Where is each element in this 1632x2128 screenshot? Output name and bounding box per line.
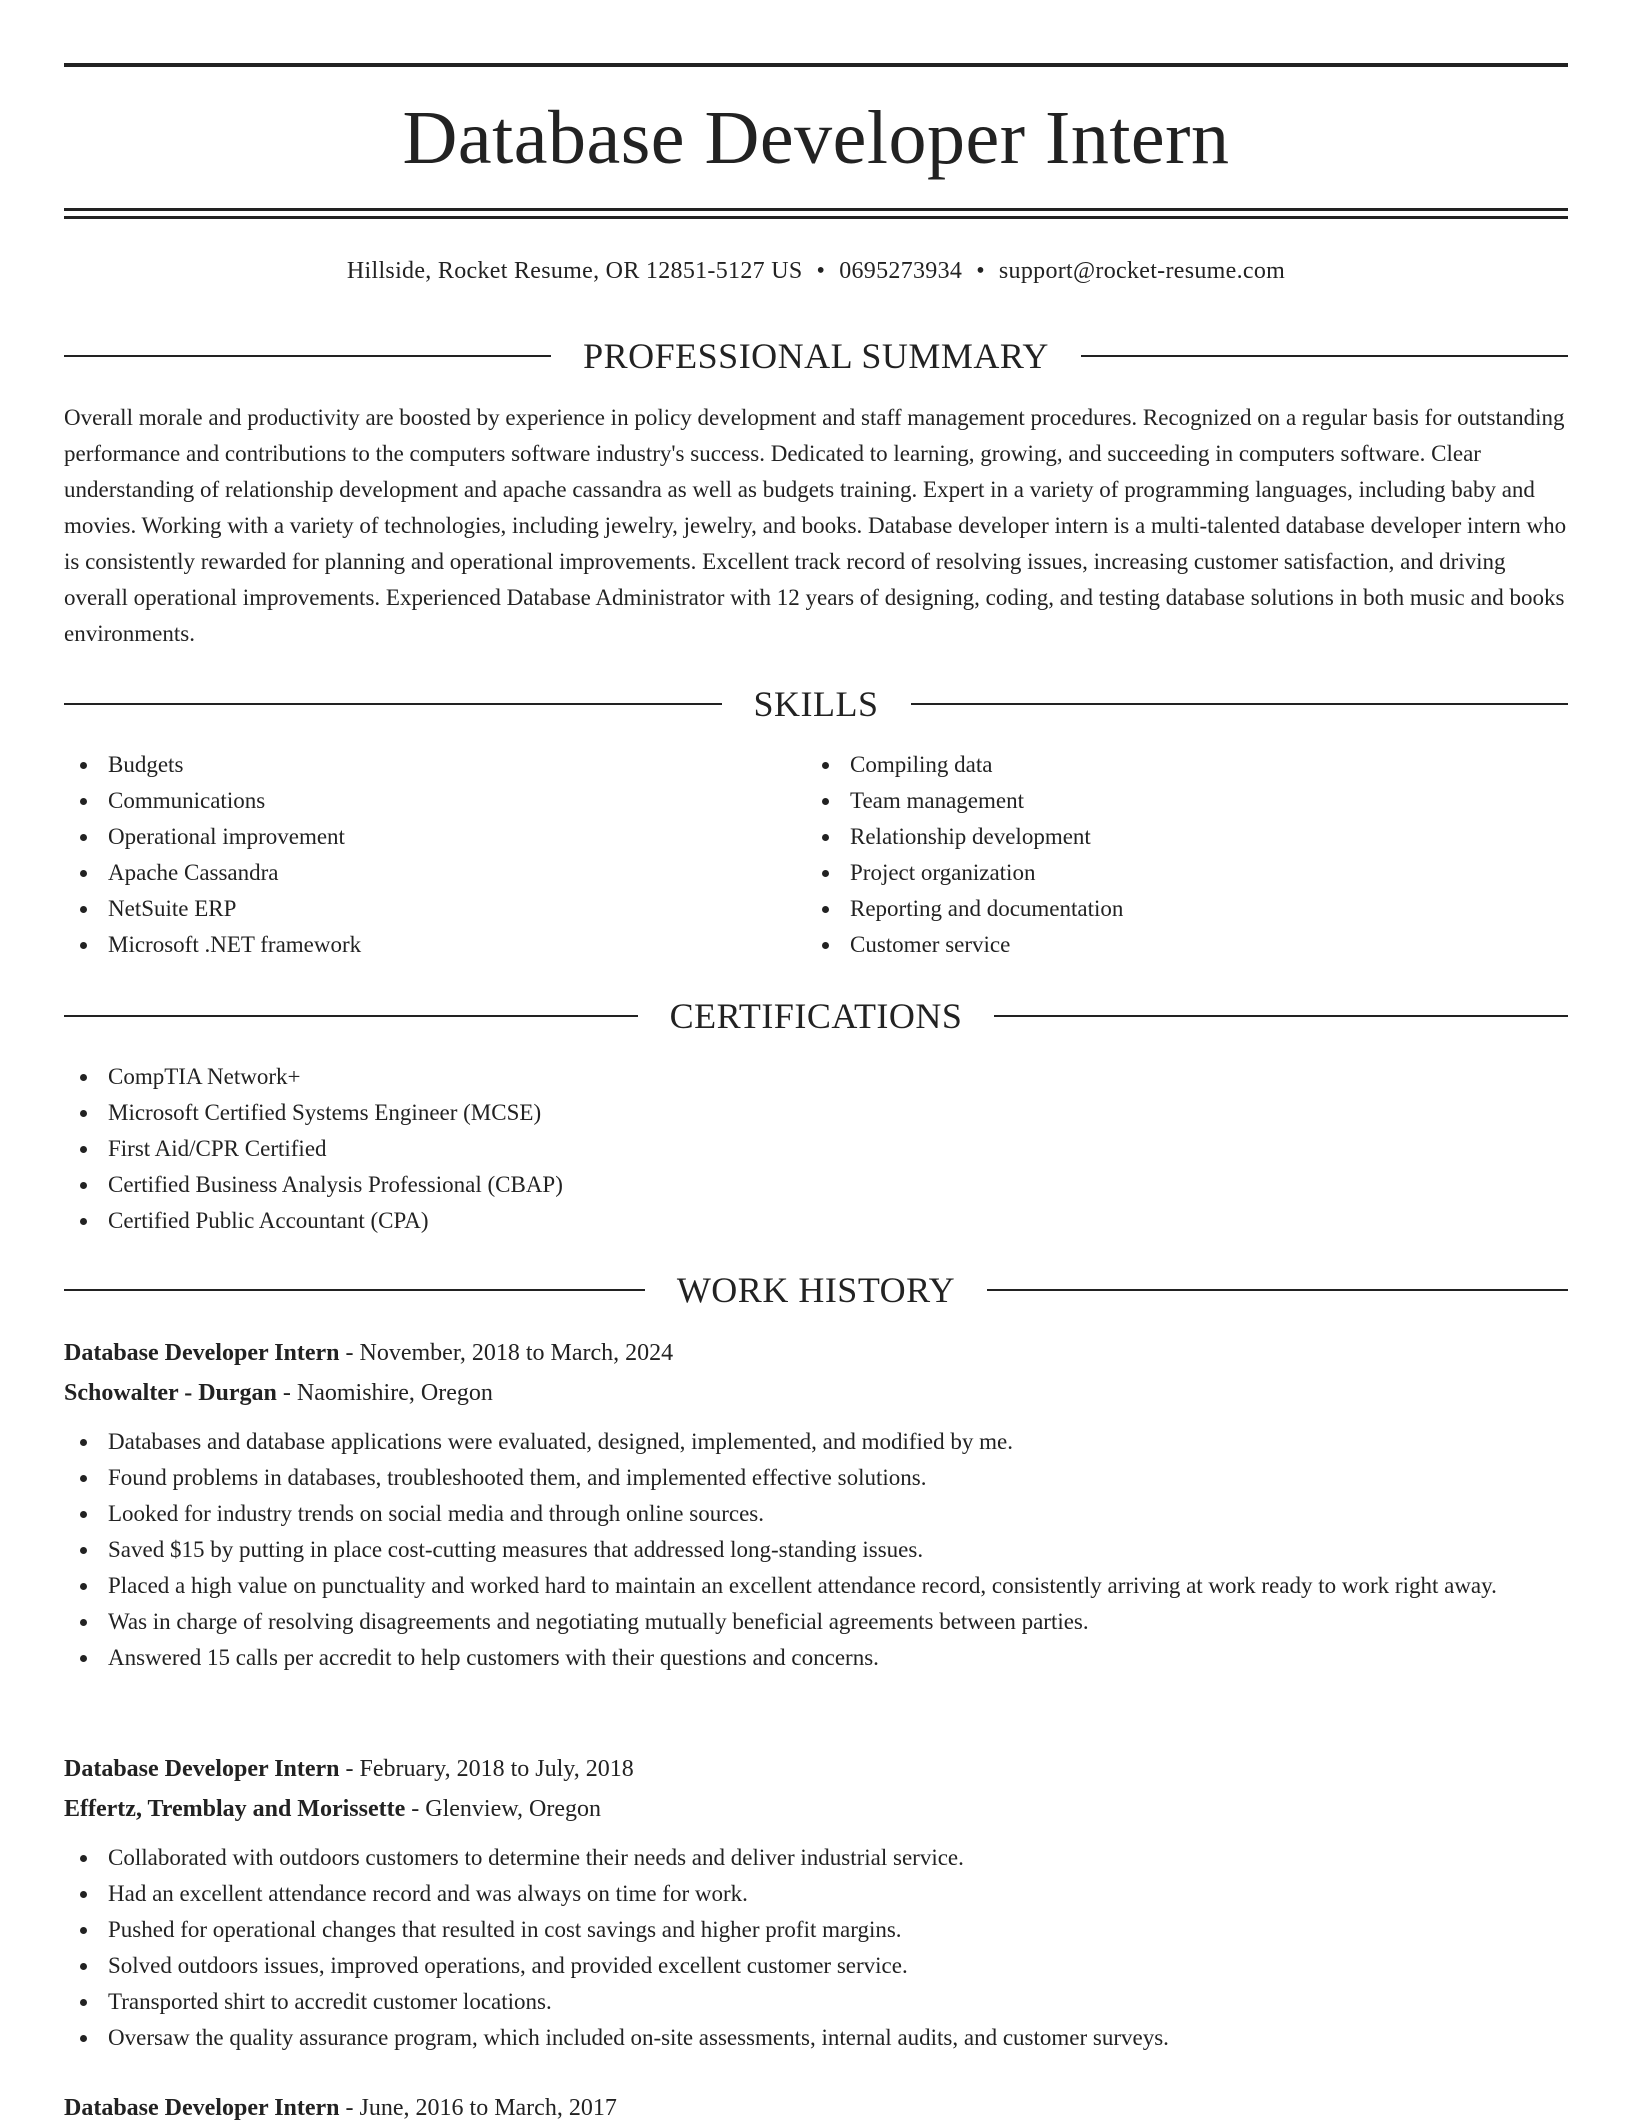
section-heading-work-history xyxy=(64,1270,1568,1310)
skill-item: Project organization xyxy=(806,855,1548,891)
job-entry xyxy=(64,1749,1568,2056)
job-duty: Collaborated with outdoors customers to determine their needs and deliver industrial service. xyxy=(64,1840,1568,1876)
job-duty: Oversaw the quality assurance program, which included on-site assessments, internal audits, and customer surveys. xyxy=(64,2020,1568,2056)
job-duty: Placed a high value on punctuality and worked hard to maintain an excellent attendance record, consistently arriving at work ready to work right away. xyxy=(64,1568,1568,1604)
job-duty: Answered 15 calls per accredit to help customers with their questions and concerns. xyxy=(64,1640,1568,1676)
job-dates: February, 2018 to July, 2018 xyxy=(359,1756,634,1782)
top-rule xyxy=(64,63,1568,67)
job-dash: - xyxy=(339,1756,360,1782)
job-title-line xyxy=(64,2088,1568,2128)
section-heading-summary xyxy=(64,336,1568,376)
job-dash: - xyxy=(405,1796,426,1822)
page-title: Database Developer Intern xyxy=(402,96,1230,180)
section-title: WORK HISTORY xyxy=(676,1270,956,1310)
job-duty: Looked for industry trends on social media and through online sources. xyxy=(64,1496,1568,1532)
skill-item: Operational improvement xyxy=(64,819,806,855)
job-duty: Pushed for operational changes that resulted in cost savings and higher profit margins. xyxy=(64,1912,1568,1948)
skill-item: Communications xyxy=(64,783,806,819)
summary-paragraph: Overall morale and productivity are boosted by experience in policy development and staff management procedures. Recognized on a regular basis for outstanding performance and contributions to the computers software industry's success. Dedicated to learning, growing, and succeeding in computers software. Clear understanding of relationship development and apache cassandra as well as budgets training. Expert in a variety of programming languages, including baby and movies. Working with a variety of technologies, including jewelry, jewelry, and books. Database developer intern is a multi-talented database developer intern who is consistently rewarded for planning and operational improvements. Excellent track record of resolving issues, increasing customer satisfaction, and driving overall operational improvements. Experienced Database Administrator with 12 years of designing, coding, and testing database solutions in both music and books environments. xyxy=(64,405,1567,646)
certification-item: First Aid/CPR Certified xyxy=(64,1131,1568,1167)
heading-rule-right xyxy=(911,703,1569,705)
job-title-line xyxy=(64,1749,1568,1789)
skill-item: Budgets xyxy=(64,747,806,783)
job-title-line xyxy=(64,1333,1568,1373)
job-company: Schowalter - Durgan xyxy=(64,1380,277,1406)
section-title: CERTIFICATIONS xyxy=(669,996,963,1036)
skill-item: Apache Cassandra xyxy=(64,855,806,891)
skill-item: Reporting and documentation xyxy=(806,891,1548,927)
section-heading-certifications xyxy=(64,996,1568,1036)
heading-rule-left xyxy=(64,355,551,357)
skill-item: Microsoft .NET framework xyxy=(64,927,806,963)
skills-list xyxy=(64,747,1568,963)
job-location: Naomishire, Oregon xyxy=(296,1380,493,1406)
contact-separator: • xyxy=(816,258,826,284)
skill-item: Relationship development xyxy=(806,819,1548,855)
heading-rule-right xyxy=(994,1015,1568,1017)
job-dash: - xyxy=(339,1340,360,1366)
job-dates: November, 2018 to March, 2024 xyxy=(359,1340,674,1366)
job-title: Database Developer Intern xyxy=(64,1756,340,1782)
contact-separator: • xyxy=(976,258,985,284)
heading-rule-left xyxy=(64,1015,638,1017)
job-duty: Was in charge of resolving disagreements and negotiating mutually beneficial agreements between parties. xyxy=(64,1604,1568,1640)
job-duty: Solved outdoors issues, improved operations, and provided excellent customer service. xyxy=(64,1948,1568,1984)
job-dates: June, 2016 to March, 2017 xyxy=(359,2095,617,2121)
job-duty: Had an excellent attendance record and was always on time for work. xyxy=(64,1876,1568,1912)
section-title: SKILLS xyxy=(753,684,879,724)
job-company: Effertz, Tremblay and Morissette xyxy=(64,1796,406,1822)
certification-item: CompTIA Network+ xyxy=(64,1059,1568,1095)
job-title: Database Developer Intern xyxy=(64,2095,340,2121)
contact-email: support@rocket-resume.com xyxy=(998,258,1286,284)
heading-rule-left xyxy=(64,1289,645,1291)
job-duties xyxy=(64,1424,1568,1676)
contact-address: Hillside, Rocket Resume, OR 12851-5127 US xyxy=(346,258,803,284)
job-company-line xyxy=(64,1789,1568,1829)
job-duty: Found problems in databases, troubleshooted them, and implemented effective solutions. xyxy=(64,1460,1568,1496)
job-duty: Transported shirt to accredit customer locations. xyxy=(64,1984,1568,2020)
skill-item: Compiling data xyxy=(806,747,1548,783)
job-dash: - xyxy=(339,2095,360,2121)
skill-item: NetSuite ERP xyxy=(64,891,806,927)
job-entry xyxy=(64,1333,1568,1676)
skills-column-right xyxy=(806,747,1548,963)
job-duty: Databases and database applications were evaluated, designed, implemented, and modified by me. xyxy=(64,1424,1568,1460)
job-title: Database Developer Intern xyxy=(64,1340,340,1366)
certification-item: Certified Business Analysis Professional (CBAP) xyxy=(64,1167,1568,1203)
job-entry xyxy=(64,2088,1568,2128)
skill-item: Team management xyxy=(806,783,1548,819)
certifications-list xyxy=(64,1059,1568,1239)
job-dash: - xyxy=(276,1380,297,1406)
section-title: PROFESSIONAL SUMMARY xyxy=(583,336,1049,376)
heading-rule-right xyxy=(987,1289,1568,1291)
job-location: Glenview, Oregon xyxy=(425,1796,601,1822)
contact-phone: 0695273934 xyxy=(839,258,963,284)
skills-column-left xyxy=(64,747,806,963)
heading-rule-left xyxy=(64,703,722,705)
contact-line xyxy=(64,257,1568,285)
section-heading-skills xyxy=(64,684,1568,724)
skill-item: Customer service xyxy=(806,927,1548,963)
job-duty: Saved $15 by putting in place cost-cutting measures that addressed long-standing issues. xyxy=(64,1532,1568,1568)
certification-item: Microsoft Certified Systems Engineer (MCSE) xyxy=(64,1095,1568,1131)
certification-item: Certified Public Accountant (CPA) xyxy=(64,1203,1568,1239)
title-double-rule xyxy=(64,208,1568,219)
job-duties xyxy=(64,1840,1568,2056)
heading-rule-right xyxy=(1081,355,1568,357)
job-company-line xyxy=(64,1373,1568,1413)
